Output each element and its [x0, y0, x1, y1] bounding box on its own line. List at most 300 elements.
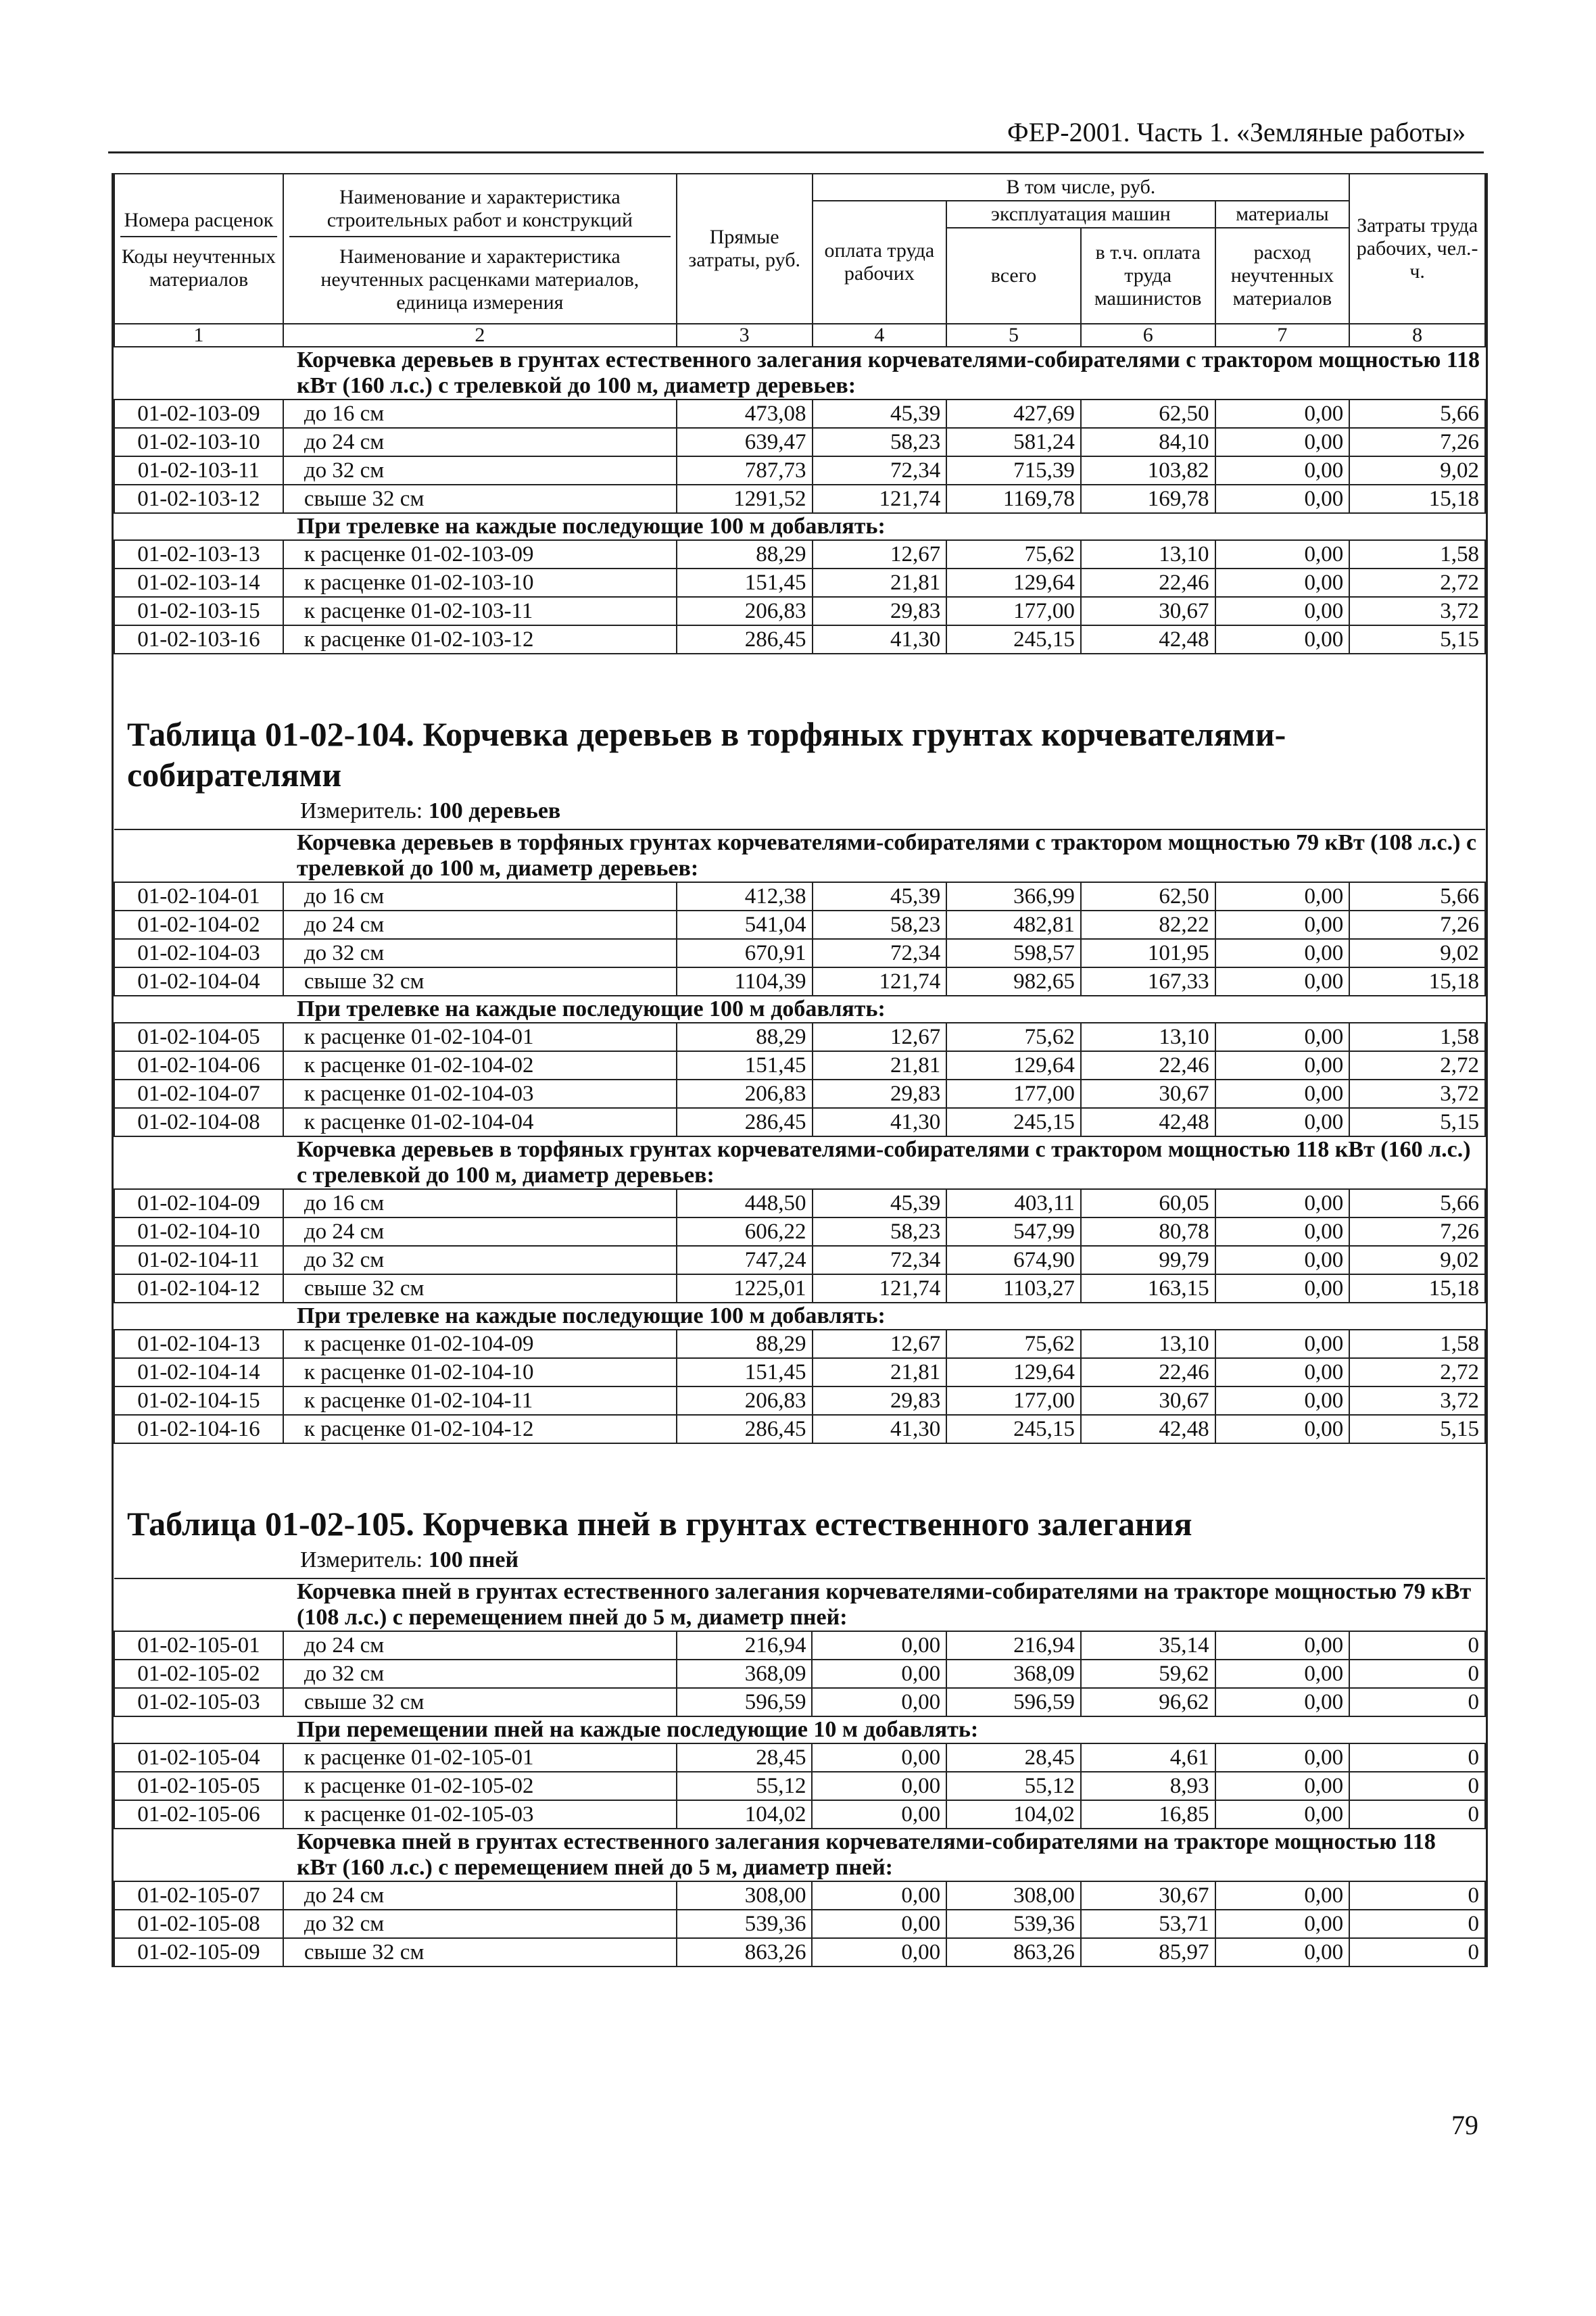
rate-code-cell: 01-02-103-09 [114, 400, 283, 428]
machines-total-cell: 403,11 [946, 1189, 1081, 1217]
wages-cell: 0,00 [812, 1938, 946, 1967]
work-name-cell: к расценке 01-02-103-11 [283, 597, 677, 625]
labor-hours-cell: 0 [1349, 1743, 1485, 1772]
work-name-cell: до 32 см [283, 456, 677, 485]
machines-total-cell: 368,09 [946, 1660, 1081, 1688]
rate-code-cell: 01-02-103-16 [114, 625, 283, 654]
table-104-body [114, 829, 1485, 1443]
machines-total-cell: 715,39 [946, 456, 1081, 485]
section-title: Корчевка деревьев в торфяных грунтах корчевателями-собирателями с трактором мощностью 118 кВт (160 л.с.) с трелевкой до 100 м, диаметр деревьев: [114, 1136, 1485, 1189]
rate-code-cell: 01-02-103-11 [114, 456, 283, 485]
labor-hours-cell: 7,26 [1349, 428, 1485, 456]
materials-use-cell: 0,00 [1215, 1386, 1350, 1415]
col-operator-wages: в т.ч. оплата труда машинистов [1081, 228, 1215, 324]
labor-hours-cell: 1,58 [1349, 1023, 1485, 1051]
table-row [114, 569, 1485, 597]
materials-use-cell: 0,00 [1215, 1330, 1350, 1358]
work-name-cell: к расценке 01-02-103-12 [283, 625, 677, 654]
rate-code-cell: 01-02-105-04 [114, 1743, 283, 1772]
operator-wages-cell: 22,46 [1081, 1051, 1215, 1080]
machines-total-cell: 245,15 [946, 1415, 1081, 1443]
rate-code-cell: 01-02-104-07 [114, 1080, 283, 1108]
rate-code-cell: 01-02-104-06 [114, 1051, 283, 1080]
wages-cell: 41,30 [813, 1108, 947, 1136]
labor-hours-cell: 3,72 [1349, 1080, 1485, 1108]
wages-cell: 72,34 [813, 939, 947, 967]
work-name-cell: свыше 32 см [283, 1274, 677, 1303]
rate-code-cell: 01-02-103-10 [114, 428, 283, 456]
machines-total-cell: 129,64 [946, 1358, 1081, 1386]
direct-costs-cell: 1104,39 [677, 967, 813, 996]
labor-hours-cell: 5,66 [1349, 400, 1485, 428]
operator-wages-cell: 59,62 [1081, 1660, 1215, 1688]
machines-total-cell: 28,45 [946, 1743, 1081, 1772]
col-group-machines: эксплуатация машин [946, 201, 1215, 228]
wages-cell: 45,39 [813, 400, 947, 428]
direct-costs-cell: 1225,01 [677, 1274, 813, 1303]
labor-hours-cell: 9,02 [1349, 1246, 1485, 1274]
table-row [114, 456, 1485, 485]
table-row [114, 911, 1485, 939]
operator-wages-cell: 13,10 [1081, 540, 1215, 569]
operator-wages-cell: 53,71 [1081, 1910, 1215, 1938]
work-name-cell: до 16 см [283, 400, 677, 428]
section-header-row [114, 996, 1485, 1023]
direct-costs-cell: 206,83 [677, 1386, 813, 1415]
operator-wages-cell: 169,78 [1081, 485, 1215, 513]
labor-hours-cell: 5,15 [1349, 1108, 1485, 1136]
operator-wages-cell: 4,61 [1081, 1743, 1215, 1772]
wages-cell: 21,81 [813, 569, 947, 597]
wages-cell: 58,23 [813, 1217, 947, 1246]
operator-wages-cell: 42,48 [1081, 625, 1215, 654]
direct-costs-cell: 596,59 [677, 1688, 813, 1716]
wages-cell: 12,67 [813, 540, 947, 569]
column-numbers-row: 1 2 3 4 5 6 7 8 [114, 324, 1485, 347]
table-row [114, 400, 1485, 428]
work-name-cell: до 24 см [283, 428, 677, 456]
materials-use-cell: 0,00 [1215, 400, 1350, 428]
rate-code-cell: 01-02-105-02 [114, 1660, 283, 1688]
materials-use-cell: 0,00 [1215, 1881, 1350, 1910]
direct-costs-cell: 787,73 [677, 456, 813, 485]
work-name-cell: к расценке 01-02-104-11 [283, 1386, 677, 1415]
labor-hours-cell: 2,72 [1349, 1051, 1485, 1080]
rate-code-cell: 01-02-104-10 [114, 1217, 283, 1246]
operator-wages-cell: 80,78 [1081, 1217, 1215, 1246]
labor-hours-cell: 1,58 [1349, 1330, 1485, 1358]
labor-hours-cell: 7,26 [1349, 1217, 1485, 1246]
rate-code-cell: 01-02-104-05 [114, 1023, 283, 1051]
machines-total-cell: 75,62 [946, 1330, 1081, 1358]
materials-use-cell: 0,00 [1215, 625, 1350, 654]
materials-use-cell: 0,00 [1215, 1660, 1350, 1688]
wages-cell: 0,00 [812, 1743, 946, 1772]
wages-cell: 12,67 [813, 1023, 947, 1051]
labor-hours-cell: 2,72 [1349, 569, 1485, 597]
rate-code-cell: 01-02-105-05 [114, 1772, 283, 1800]
labor-hours-cell: 1,58 [1349, 540, 1485, 569]
table-row [114, 1246, 1485, 1274]
labor-hours-cell: 0 [1349, 1660, 1485, 1688]
materials-use-cell: 0,00 [1215, 1217, 1350, 1246]
work-name-cell: к расценке 01-02-104-02 [283, 1051, 677, 1080]
materials-use-cell: 0,00 [1215, 1246, 1350, 1274]
labor-hours-cell: 3,72 [1349, 1386, 1485, 1415]
materials-use-cell: 0,00 [1215, 1910, 1350, 1938]
direct-costs-cell: 206,83 [677, 1080, 813, 1108]
operator-wages-cell: 85,97 [1081, 1938, 1215, 1967]
labor-hours-cell: 0 [1349, 1938, 1485, 1967]
rate-code-cell: 01-02-103-12 [114, 485, 283, 513]
rate-code-cell: 01-02-104-08 [114, 1108, 283, 1136]
machines-total-cell: 245,15 [946, 625, 1081, 654]
materials-use-cell: 0,00 [1215, 939, 1350, 967]
materials-use-cell: 0,00 [1215, 1358, 1350, 1386]
wages-cell: 121,74 [813, 485, 947, 513]
rate-code-cell: 01-02-104-09 [114, 1189, 283, 1217]
direct-costs-cell: 747,24 [677, 1246, 813, 1274]
machines-total-cell: 75,62 [946, 540, 1081, 569]
operator-wages-cell: 42,48 [1081, 1108, 1215, 1136]
materials-use-cell: 0,00 [1215, 1631, 1350, 1660]
machines-total-cell: 1103,27 [946, 1274, 1081, 1303]
rate-code-cell: 01-02-105-03 [114, 1688, 283, 1716]
section-title: Корчевка пней в грунтах естественного залегания корчевателями-собирателями на тракторе мощностью 79 кВт (108 л.с.) с перемещением пней до 5 м, диаметр пней: [114, 1578, 1485, 1631]
materials-use-cell: 0,00 [1215, 911, 1350, 939]
wages-cell: 41,30 [813, 625, 947, 654]
machines-total-cell: 75,62 [946, 1023, 1081, 1051]
direct-costs-cell: 670,91 [677, 939, 813, 967]
table-row [114, 1080, 1485, 1108]
work-name-cell: к расценке 01-02-104-01 [283, 1023, 677, 1051]
direct-costs-cell: 539,36 [677, 1910, 813, 1938]
rate-code-cell: 01-02-103-13 [114, 540, 283, 569]
operator-wages-cell: 96,62 [1081, 1688, 1215, 1716]
rate-code-cell: 01-02-103-14 [114, 569, 283, 597]
section-header-row [114, 1578, 1485, 1631]
work-name-cell: к расценке 01-02-104-04 [283, 1108, 677, 1136]
running-header: ФЕР-2001. Часть 1. «Земляные работы» [1007, 117, 1466, 147]
machines-total-cell: 1169,78 [946, 485, 1081, 513]
table-105 [114, 1578, 1486, 1967]
section-header-row [114, 513, 1485, 540]
labor-hours-cell: 0 [1349, 1631, 1485, 1660]
work-name-cell: к расценке 01-02-103-10 [283, 569, 677, 597]
machines-total-cell: 177,00 [946, 1386, 1081, 1415]
table-row [114, 428, 1485, 456]
wages-cell: 45,39 [813, 1189, 947, 1217]
table-row [114, 1910, 1485, 1938]
rate-code-cell: 01-02-105-06 [114, 1800, 283, 1829]
direct-costs-cell: 88,29 [677, 1330, 813, 1358]
table-row [114, 882, 1485, 911]
labor-hours-cell: 0 [1349, 1772, 1485, 1800]
wages-cell: 0,00 [812, 1881, 946, 1910]
col-names-header: Наименование и характеристика строительных работ и конструкций Наименование и характеристика неучтенных расценками материалов, единица измерения [283, 174, 677, 324]
wages-cell: 0,00 [812, 1660, 946, 1688]
table-row [114, 1189, 1485, 1217]
section-header-row [114, 1136, 1485, 1189]
work-name-cell: до 32 см [283, 1660, 677, 1688]
table-105-title: Таблица 01-02-105. Корчевка пней в грунтах естественного залегания [127, 1505, 1192, 1543]
wages-cell: 58,23 [813, 428, 947, 456]
operator-wages-cell: 13,10 [1081, 1023, 1215, 1051]
wages-cell: 29,83 [813, 1386, 947, 1415]
work-name-cell: до 24 см [283, 1881, 677, 1910]
materials-use-cell: 0,00 [1215, 540, 1350, 569]
work-name-cell: до 16 см [283, 1189, 677, 1217]
direct-costs-cell: 286,45 [677, 1108, 813, 1136]
table-row [114, 1023, 1485, 1051]
materials-use-cell: 0,00 [1215, 1800, 1350, 1829]
materials-use-cell: 0,00 [1215, 882, 1350, 911]
wages-cell: 21,81 [813, 1358, 947, 1386]
table-row [114, 1660, 1485, 1688]
table-row [114, 1881, 1485, 1910]
direct-costs-cell: 308,00 [677, 1881, 813, 1910]
table-row [114, 1274, 1485, 1303]
materials-use-cell: 0,00 [1215, 1415, 1350, 1443]
direct-costs-cell: 639,47 [677, 428, 813, 456]
table-row [114, 939, 1485, 967]
materials-use-cell: 0,00 [1215, 1080, 1350, 1108]
table-row [114, 1938, 1485, 1967]
rate-code-cell: 01-02-104-03 [114, 939, 283, 967]
work-name-cell: свыше 32 см [283, 485, 677, 513]
labor-hours-cell: 0 [1349, 1800, 1485, 1829]
materials-use-cell: 0,00 [1215, 1108, 1350, 1136]
rate-code-cell: 01-02-105-09 [114, 1938, 283, 1967]
work-name-cell: к расценке 01-02-104-12 [283, 1415, 677, 1443]
work-name-cell: до 24 см [283, 911, 677, 939]
direct-costs-cell: 88,29 [677, 540, 813, 569]
table-row [114, 1772, 1485, 1800]
work-name-cell: к расценке 01-02-103-09 [283, 540, 677, 569]
labor-hours-cell: 5,15 [1349, 1415, 1485, 1443]
direct-costs-cell: 412,38 [677, 882, 813, 911]
operator-wages-cell: 62,50 [1081, 882, 1215, 911]
wages-cell: 0,00 [812, 1631, 946, 1660]
section-header-row [114, 1303, 1485, 1330]
table-row [114, 597, 1485, 625]
work-name-cell: к расценке 01-02-104-03 [283, 1080, 677, 1108]
section-header-row [114, 347, 1485, 400]
machines-total-cell: 177,00 [946, 1080, 1081, 1108]
direct-costs-cell: 151,45 [677, 1051, 813, 1080]
materials-use-cell: 0,00 [1215, 1772, 1350, 1800]
direct-costs-cell: 541,04 [677, 911, 813, 939]
direct-costs-cell: 448,50 [677, 1189, 813, 1217]
machines-total-cell: 129,64 [946, 569, 1081, 597]
materials-use-cell: 0,00 [1215, 485, 1350, 513]
direct-costs-cell: 368,09 [677, 1660, 813, 1688]
operator-wages-cell: 30,67 [1081, 1386, 1215, 1415]
labor-hours-cell: 5,66 [1349, 882, 1485, 911]
rate-code-cell: 01-02-105-01 [114, 1631, 283, 1660]
operator-wages-cell: 30,67 [1081, 597, 1215, 625]
direct-costs-cell: 1291,52 [677, 485, 813, 513]
direct-costs-cell: 104,02 [677, 1800, 813, 1829]
rate-code-cell: 01-02-104-16 [114, 1415, 283, 1443]
rate-code-cell: 01-02-104-13 [114, 1330, 283, 1358]
section-header-row [114, 829, 1485, 882]
direct-costs-cell: 151,45 [677, 569, 813, 597]
machines-total-cell: 598,57 [946, 939, 1081, 967]
work-name-cell: к расценке 01-02-104-10 [283, 1358, 677, 1386]
machines-total-cell: 308,00 [946, 1881, 1081, 1910]
machines-total-cell: 427,69 [946, 400, 1081, 428]
operator-wages-cell: 22,46 [1081, 569, 1215, 597]
materials-use-cell: 0,00 [1215, 428, 1350, 456]
operator-wages-cell: 60,05 [1081, 1189, 1215, 1217]
table-row [114, 1217, 1485, 1246]
machines-total-cell: 104,02 [946, 1800, 1081, 1829]
rate-code-cell: 01-02-104-02 [114, 911, 283, 939]
direct-costs-cell: 206,83 [677, 597, 813, 625]
table-row [114, 540, 1485, 569]
table-row [114, 967, 1485, 996]
work-name-cell: до 24 см [283, 1631, 677, 1660]
section-title: При трелевке на каждые последующие 100 м добавлять: [114, 996, 1485, 1023]
table-row [114, 625, 1485, 654]
materials-use-cell: 0,00 [1215, 1688, 1350, 1716]
machines-total-cell: 547,99 [946, 1217, 1081, 1246]
table-105-body [114, 1578, 1485, 1967]
table-row [114, 485, 1485, 513]
table-105-meter: Измеритель: 100 пней [300, 1547, 519, 1572]
labor-hours-cell: 2,72 [1349, 1358, 1485, 1386]
section-header-row [114, 1829, 1485, 1881]
wages-cell: 0,00 [812, 1800, 946, 1829]
wages-cell: 29,83 [813, 1080, 947, 1108]
section-title: Корчевка пней в грунтах естественного залегания корчевателями-собирателями на тракторе мощностью 118 кВт (160 л.с.) с перемещением пней до 5 м, диаметр пней: [114, 1829, 1485, 1881]
table-row [114, 1330, 1485, 1358]
work-name-cell: свыше 32 см [283, 967, 677, 996]
work-name-cell: свыше 32 см [283, 1688, 677, 1716]
materials-use-cell: 0,00 [1215, 569, 1350, 597]
labor-hours-cell: 5,15 [1349, 625, 1485, 654]
materials-use-cell: 0,00 [1215, 1274, 1350, 1303]
table-row [114, 1415, 1485, 1443]
rate-code-cell: 01-02-104-12 [114, 1274, 283, 1303]
col-group-incl: В том числе, руб. [813, 174, 1350, 201]
operator-wages-cell: 101,95 [1081, 939, 1215, 967]
materials-use-cell: 0,00 [1215, 1023, 1350, 1051]
table-103-body [114, 347, 1485, 654]
table-row [114, 1358, 1485, 1386]
rate-code-cell: 01-02-104-01 [114, 882, 283, 911]
direct-costs-cell: 863,26 [677, 1938, 813, 1967]
operator-wages-cell: 42,48 [1081, 1415, 1215, 1443]
materials-use-cell: 0,00 [1215, 967, 1350, 996]
wages-cell: 45,39 [813, 882, 947, 911]
rate-code-cell: 01-02-105-07 [114, 1881, 283, 1910]
direct-costs-cell: 55,12 [677, 1772, 813, 1800]
operator-wages-cell: 163,15 [1081, 1274, 1215, 1303]
table-104-title: Таблица 01-02-104. Корчевка деревьев в торфяных грунтах корчевателями-собирателями [127, 715, 1286, 794]
table-104 [114, 829, 1486, 1444]
operator-wages-cell: 82,22 [1081, 911, 1215, 939]
work-name-cell: к расценке 01-02-105-01 [283, 1743, 677, 1772]
work-name-cell: к расценке 01-02-105-02 [283, 1772, 677, 1800]
work-name-cell: до 16 см [283, 882, 677, 911]
direct-costs-cell: 286,45 [677, 1415, 813, 1443]
materials-use-cell: 0,00 [1215, 1938, 1350, 1967]
work-name-cell: к расценке 01-02-105-03 [283, 1800, 677, 1829]
materials-use-cell: 0,00 [1215, 1743, 1350, 1772]
machines-total-cell: 674,90 [946, 1246, 1081, 1274]
table-row [114, 1108, 1485, 1136]
labor-hours-cell: 0 [1349, 1688, 1485, 1716]
col-wages: оплата труда рабочих [813, 201, 947, 324]
table-row [114, 1386, 1485, 1415]
table-row [114, 1743, 1485, 1772]
work-name-cell: до 24 см [283, 1217, 677, 1246]
header-rule [108, 151, 1484, 153]
wages-cell: 121,74 [813, 1274, 947, 1303]
direct-costs-cell: 151,45 [677, 1358, 813, 1386]
col-codes-header: Номера расценок Коды неучтенных материалов [114, 174, 283, 324]
labor-hours-cell: 15,18 [1349, 485, 1485, 513]
section-header-row [114, 1716, 1485, 1743]
operator-wages-cell: 99,79 [1081, 1246, 1215, 1274]
machines-total-cell: 863,26 [946, 1938, 1081, 1967]
section-title: Корчевка деревьев в грунтах естественного залегания корчевателями-собирателями с трактором мощностью 118 кВт (160 л.с.) с трелевкой до 100 м, диаметр деревьев: [114, 347, 1485, 400]
operator-wages-cell: 30,67 [1081, 1881, 1215, 1910]
operator-wages-cell: 167,33 [1081, 967, 1215, 996]
operator-wages-cell: 30,67 [1081, 1080, 1215, 1108]
col-group-materials: материалы [1215, 201, 1350, 228]
labor-hours-cell: 7,26 [1349, 911, 1485, 939]
operator-wages-cell: 35,14 [1081, 1631, 1215, 1660]
direct-costs-cell: 606,22 [677, 1217, 813, 1246]
work-name-cell: свыше 32 см [283, 1938, 677, 1967]
operator-wages-cell: 62,50 [1081, 400, 1215, 428]
direct-costs-cell: 28,45 [677, 1743, 813, 1772]
rates-table-header [114, 173, 1486, 654]
section-title: При трелевке на каждые последующие 100 м добавлять: [114, 1303, 1485, 1330]
section-title: При перемещении пней на каждые последующие 10 м добавлять: [114, 1716, 1485, 1743]
labor-hours-cell: 9,02 [1349, 456, 1485, 485]
operator-wages-cell: 13,10 [1081, 1330, 1215, 1358]
wages-cell: 21,81 [813, 1051, 947, 1080]
table-row [114, 1051, 1485, 1080]
table-row [114, 1688, 1485, 1716]
work-name-cell: до 32 см [283, 939, 677, 967]
wages-cell: 58,23 [813, 911, 947, 939]
operator-wages-cell: 84,10 [1081, 428, 1215, 456]
work-name-cell: до 32 см [283, 1246, 677, 1274]
tables-frame [112, 173, 1488, 1967]
wages-cell: 29,83 [813, 597, 947, 625]
col-labor-hours: Затраты труда рабочих, чел.-ч. [1349, 174, 1485, 324]
machines-total-cell: 177,00 [946, 597, 1081, 625]
materials-use-cell: 0,00 [1215, 1189, 1350, 1217]
materials-use-cell: 0,00 [1215, 1051, 1350, 1080]
machines-total-cell: 982,65 [946, 967, 1081, 996]
section-title: При трелевке на каждые последующие 100 м добавлять: [114, 513, 1485, 540]
operator-wages-cell: 22,46 [1081, 1358, 1215, 1386]
direct-costs-cell: 88,29 [677, 1023, 813, 1051]
col-machines-total: всего [946, 228, 1081, 324]
col-direct-costs: Прямые затраты, руб. [677, 174, 813, 324]
table-104-meter: Измеритель: 100 деревьев [300, 798, 561, 823]
rate-code-cell: 01-02-104-04 [114, 967, 283, 996]
labor-hours-cell: 15,18 [1349, 967, 1485, 996]
wages-cell: 121,74 [813, 967, 947, 996]
wages-cell: 0,00 [812, 1772, 946, 1800]
